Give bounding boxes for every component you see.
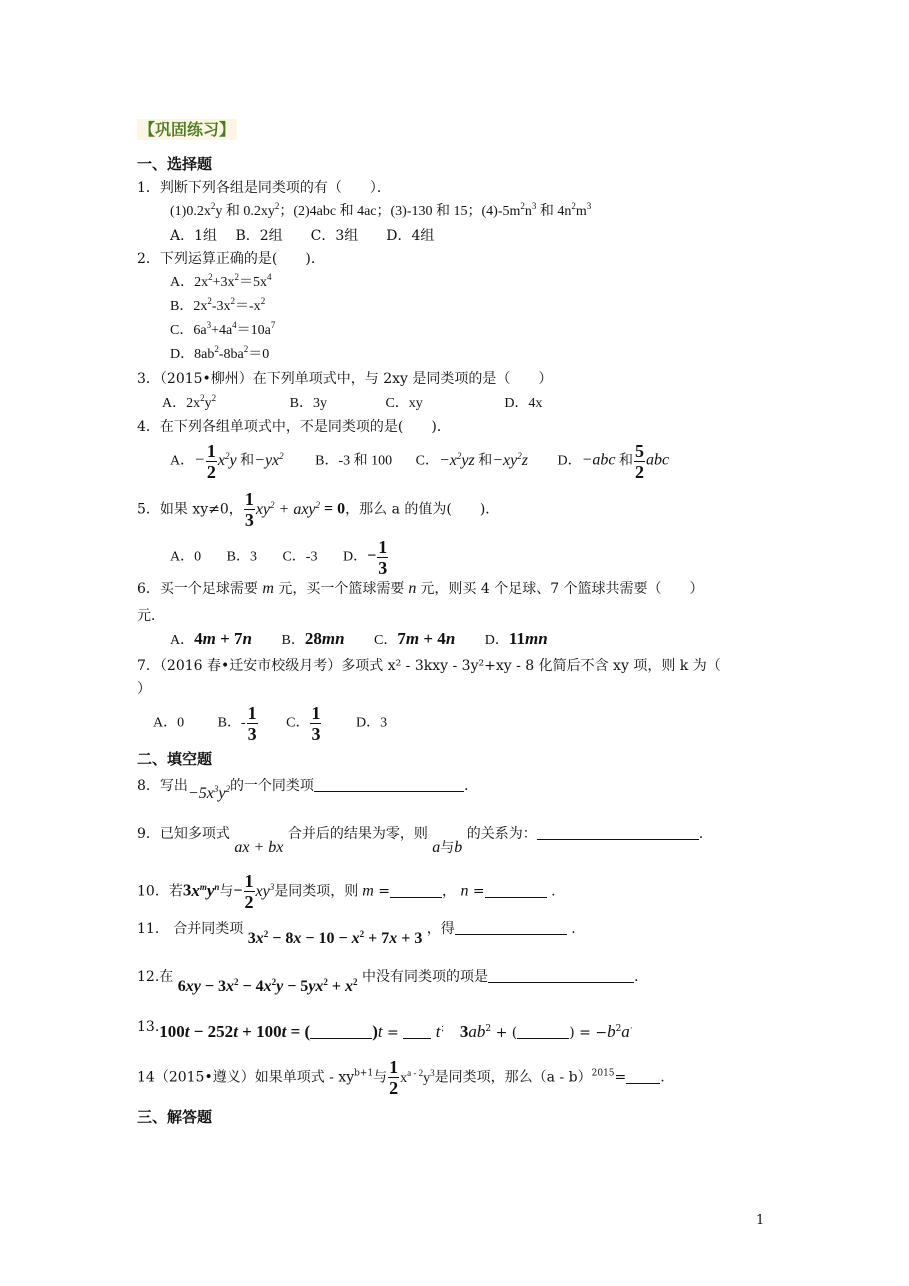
- q2-option-b: B．$2x^2-3x^2=-x^2$: [170, 296, 266, 314]
- q1-options: A．1组 B．2组 C．3组 D．4组: [170, 228, 435, 244]
- q8-blank[interactable]: [314, 777, 464, 792]
- q11-blank[interactable]: [455, 920, 567, 935]
- q9-blank[interactable]: [537, 825, 699, 840]
- q14: 14（2015•遵义）如果单项式 - $xy^{b+1}$与 $\frac{1}{2}$ $x^{a - 2}y^3$是同类项，那么（a - b）$^{2015}$= .: [137, 1057, 665, 1098]
- q4-stem: 4．在下列各组单项式中，不是同类项的是( )．: [137, 419, 451, 435]
- part2-heading: 二、填空题: [137, 750, 213, 768]
- q12-blank[interactable]: [488, 968, 634, 983]
- q13-blank-2[interactable]: [403, 1024, 431, 1039]
- q5-options: A．0 B．3 C．-3 D．− $\frac{1}{3}$: [170, 537, 388, 578]
- q7-tail: ）: [137, 681, 151, 697]
- part1-heading: 一、选择题: [137, 155, 213, 173]
- q5-stem: 5．如果 xy≠0， $\frac{1}{3}$ $xy^2 + axy^2 = 0$，那么 a 的值为( )．: [137, 489, 500, 530]
- section-title: 【巩固练习】: [139, 120, 236, 139]
- q10-blank-m[interactable]: [390, 883, 442, 898]
- page-number: 1: [756, 1213, 765, 1228]
- q1-items: $(1)0.2x^2y$ 和 $0.2xy^2$；(2)4abc 和 4ac；(3)-130 和 15；$(4)-5m^2n^3$ 和 $4n^2m^3$: [170, 201, 592, 219]
- q13-blank-1[interactable]: [310, 1024, 372, 1039]
- q7-options: A．0 B．- $\frac{1}{3}$ C． $\frac{1}{3}$ D．3: [153, 703, 388, 744]
- q2-option-a: A．$2x^2+3x^2=5x^4$: [170, 272, 272, 290]
- q11: 11． 合并同类项 $3x^2 - 8x - 10 - x^2 + 7x + 3$ ，得 .: [137, 921, 576, 947]
- q7-stem: 7．（2016 春•迁安市校级月考）多项式 x² - 3kxy - 3y²+xy - 8 化简后不含 xy 项，则 k 为（: [137, 658, 721, 674]
- q2-option-d: D．$8ab^2-8ba^2=0$: [170, 344, 270, 362]
- q9: 9．已知多项式 ax + bx 合并后的结果为零，则 a与b 的关系为： .: [137, 826, 704, 856]
- q4-options: A．− $\frac{1}{2}$ $x^2y$ 和$-yx^2$ B．-3 和 100 C．$-x^2yz$ 和$-xy^2z$ D．−abc 和 $\frac{5}{2}$ abc: [170, 441, 670, 482]
- q3-options: A．$2x^2y^2$ B．3y C．xy D．4x: [162, 393, 543, 411]
- q2-option-c: C．$6a^3+4a^4=10a^7$: [170, 320, 276, 338]
- q1-stem: 1．判断下列各组是同类项的有（ ）．: [137, 180, 391, 196]
- q12: 12.在 $6xy - 3x^2 - 4x^2y - 5yx^2 + x^2$ 中没有同类项的项是 .: [137, 969, 639, 995]
- q13-blank-3[interactable]: [517, 1024, 569, 1039]
- part3-heading: 三、解答题: [137, 1108, 213, 1126]
- q10: 10．若$3x^my^n$与− $\frac{1}{2}$ $xy^3$是同类项，则 m = ， n = .: [137, 871, 556, 912]
- q3-stem: 3．（2015•柳州）在下列单项式中，与 2xy 是同类项的是（ ）: [137, 371, 553, 387]
- q14-blank[interactable]: [626, 1069, 660, 1084]
- q13: 13.100t − 252t + 100t = ( )t = t； $3ab^2$ + ( ) = $-b^2a^\cdot$: [137, 1019, 633, 1041]
- q6-options: A．4m + 7n B．28mn C．7m + 4n D．11mn: [170, 629, 548, 648]
- q6-stem: 6．买一个足球需要 m 元，买一个篮球需要 n 元，则买 4 个足球、7 个篮球共需要（ ）: [137, 580, 704, 597]
- q10-blank-n[interactable]: [485, 883, 547, 898]
- q6-tail: 元．: [137, 608, 165, 624]
- q2-stem: 2．下列运算正确的是( )．: [137, 251, 325, 267]
- q8: 8．写出$-5x^3y^2$的一个同类项 .: [137, 778, 469, 802]
